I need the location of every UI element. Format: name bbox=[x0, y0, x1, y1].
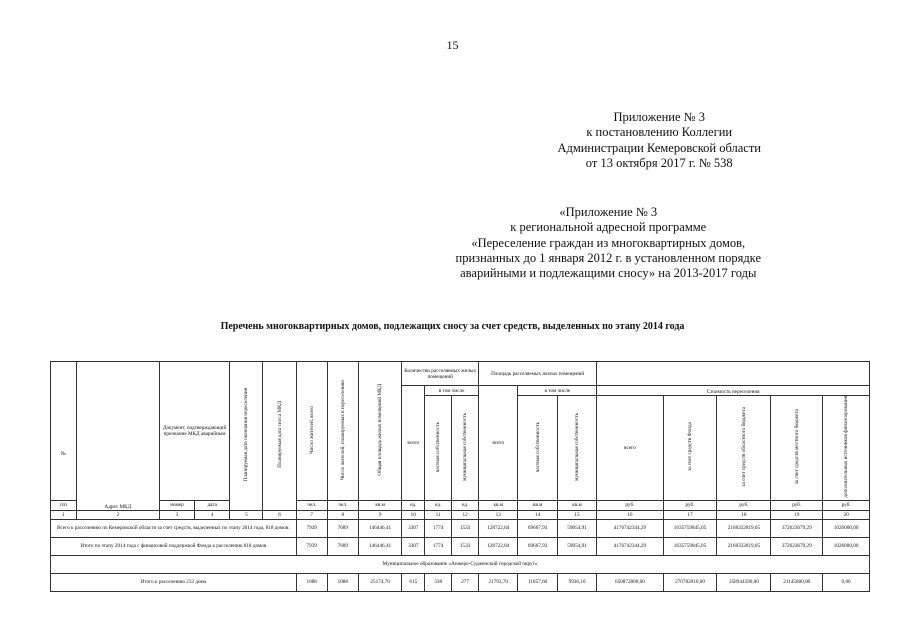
header-total-area bbox=[358, 362, 402, 501]
table-row bbox=[51, 537, 870, 555]
unit-cell: руб. bbox=[823, 500, 870, 510]
cell: 277 bbox=[452, 573, 479, 591]
municipality-row bbox=[51, 555, 870, 573]
col-number: 10 bbox=[402, 510, 425, 519]
cell: 372623679,29 bbox=[771, 519, 823, 537]
cell: 358944390,00 bbox=[717, 573, 771, 591]
cell: 3307 bbox=[402, 519, 425, 537]
header-num bbox=[51, 362, 77, 501]
cell: 11857,60 bbox=[518, 573, 557, 591]
header-premises-including: в том числе bbox=[425, 386, 479, 396]
col-number: 15 bbox=[557, 510, 596, 519]
appendix2-line: к региональной адресной программе bbox=[510, 220, 707, 235]
row-label: Итого к расселению 233 дома bbox=[51, 573, 297, 591]
col-number: 14 bbox=[518, 510, 557, 519]
header-area-municipal-text: муниципальная собственность bbox=[574, 412, 581, 481]
header-address-text: Адрес МКД bbox=[104, 503, 132, 510]
header-premises-count: Количество расселяемых жилых помещений bbox=[402, 362, 479, 386]
header-residents-total bbox=[296, 362, 327, 501]
appendix2-line: «Приложение № 3 bbox=[559, 205, 658, 219]
cell: 1026000,00 bbox=[823, 519, 870, 537]
unit-cell: кв.м bbox=[358, 500, 402, 510]
appendix1-line: к постановлению Коллегии bbox=[586, 125, 733, 140]
header-premises-municipal bbox=[452, 396, 479, 501]
header-total-area-text: Общая площадь жилых помещений МКД bbox=[377, 384, 384, 476]
header-cost-local bbox=[771, 396, 823, 501]
header-area-including: в том числе bbox=[518, 386, 597, 396]
header-premises-total: всего bbox=[402, 386, 425, 501]
cell: 338 bbox=[425, 573, 452, 591]
cell: 3307 bbox=[402, 537, 425, 555]
header-cost-region-text: за счет средств областного бюджета bbox=[740, 407, 747, 487]
table-row bbox=[51, 519, 870, 537]
col-number: 12 bbox=[452, 510, 479, 519]
header-planned-resettle-date-text: Планируемая дата окончания переселения bbox=[243, 388, 250, 482]
col-number: 3 bbox=[159, 510, 194, 519]
header-num-sub: п/п bbox=[51, 500, 77, 510]
header-premises-private bbox=[425, 396, 452, 501]
header-address bbox=[76, 362, 159, 511]
unit-cell: ед. bbox=[425, 500, 452, 510]
cell: 2168332819,05 bbox=[717, 519, 771, 537]
cell: 128722,84 bbox=[479, 537, 518, 555]
col-number: 8 bbox=[327, 510, 358, 519]
appendix1-line: от 13 октября 2017 г. № 538 bbox=[585, 155, 733, 170]
cell: 7939 bbox=[296, 519, 327, 537]
cell: 9936,10 bbox=[557, 573, 596, 591]
appendix2-line: признанных до 1 января 2012 г. в установленном порядке bbox=[455, 250, 761, 265]
col-number: 18 bbox=[717, 510, 771, 519]
header-cost-top bbox=[597, 362, 870, 386]
header-cost-fund bbox=[663, 396, 717, 501]
appendix2-line: аварийными и подлежащими сносу» на 2013-2017 годы bbox=[460, 266, 757, 281]
cell: 372623679,29 bbox=[771, 537, 823, 555]
cell: 21145800,00 bbox=[771, 573, 823, 591]
header-premises-private-text: частная собственность bbox=[435, 421, 442, 472]
cell: 4176742344,29 bbox=[597, 519, 663, 537]
header-cost-total: всего bbox=[597, 396, 663, 501]
header-premises-municipal-text: муниципальная собственность bbox=[462, 412, 469, 481]
header-residents-planned-text: Число жителей, планируемых к переселению bbox=[339, 379, 346, 480]
header-doc-number: номер bbox=[159, 500, 194, 510]
header-cost-local-text: за счет средств местного бюджета bbox=[793, 409, 800, 485]
cell: 1774 bbox=[425, 537, 452, 555]
col-number: 13 bbox=[479, 510, 518, 519]
unit-cell: руб. bbox=[597, 500, 663, 510]
cell: 146446,41 bbox=[358, 519, 402, 537]
header-area-private-text: частная собственность bbox=[534, 421, 541, 472]
cell: 7689 bbox=[327, 537, 358, 555]
unit-cell: кв.м bbox=[479, 500, 518, 510]
cell: 0,00 bbox=[823, 573, 870, 591]
header-num-text: № bbox=[60, 450, 66, 457]
header-document: Документ, подтверждающий признание МКД аварийным bbox=[159, 362, 229, 501]
header-doc-date: дата bbox=[195, 500, 230, 510]
col-number: 1 bbox=[51, 510, 77, 519]
header-cost-fund-text: за счет средств Фонда bbox=[687, 422, 693, 472]
header-planned-demolish-date bbox=[263, 362, 296, 511]
unit-cell: ед. bbox=[452, 500, 479, 510]
row-label: Всего к расселению по Кемеровской области за счет средств, выделенных по этапу 2014 года, 818 домов: bbox=[51, 519, 297, 537]
cell: 128722,84 bbox=[479, 519, 518, 537]
cell: 25174,70 bbox=[358, 573, 402, 591]
cell: 1635759845,05 bbox=[663, 519, 717, 537]
unit-cell: руб. bbox=[717, 500, 771, 510]
cell: 650872800,00 bbox=[597, 573, 663, 591]
unit-cell: руб. bbox=[663, 500, 717, 510]
row-label: Итого по этапу 2014 года с финансовой поддержкой Фонда к расселению 818 домов bbox=[51, 537, 297, 555]
cell: 59054,91 bbox=[557, 537, 596, 555]
header-planned-demolish-date-text: Планируемая дата сноса МКД bbox=[276, 401, 283, 469]
houses-table bbox=[50, 361, 870, 592]
header-area-municipal bbox=[557, 396, 596, 501]
col-number: 16 bbox=[597, 510, 663, 519]
cell: 270782010,00 bbox=[663, 573, 717, 591]
header-cost-region bbox=[717, 396, 771, 501]
col-number: 20 bbox=[823, 510, 870, 519]
col-number: 6 bbox=[263, 510, 296, 519]
col-number: 5 bbox=[230, 510, 263, 519]
page-number: 15 bbox=[446, 38, 459, 52]
unit-cell: чел. bbox=[296, 500, 327, 510]
header-planned-resettle-date bbox=[230, 362, 263, 511]
appendix1-line: Администрации Кемеровской области bbox=[557, 140, 761, 155]
cell: 615 bbox=[402, 573, 425, 591]
cell: 146446,41 bbox=[358, 537, 402, 555]
header-cost-extra-text: дополнительных источников финансирования bbox=[843, 396, 850, 498]
cell: 7689 bbox=[327, 519, 358, 537]
unit-cell: чел. bbox=[327, 500, 358, 510]
cell: 1774 bbox=[425, 519, 452, 537]
cell: 4176742344,29 bbox=[597, 537, 663, 555]
cell: 1635759845,05 bbox=[663, 537, 717, 555]
unit-cell: ед. bbox=[402, 500, 425, 510]
appendix-header-program bbox=[456, 205, 762, 281]
unit-cell: кв.м bbox=[557, 500, 596, 510]
header-residents-planned bbox=[327, 362, 358, 501]
table-row bbox=[51, 573, 870, 591]
municipality-name: Муниципальное образование «Анжеро-Судженский городской округ» bbox=[51, 555, 870, 573]
header-cost-extra bbox=[823, 396, 870, 501]
cell: 1026000,00 bbox=[823, 537, 870, 555]
col-number: 4 bbox=[195, 510, 230, 519]
cell: 2168332819,05 bbox=[717, 537, 771, 555]
header-residents-total-text: Число жителей, всего bbox=[308, 405, 315, 454]
unit-cell: руб. bbox=[771, 500, 823, 510]
appendix2-line: «Переселение граждан из многоквартирных домов, bbox=[471, 235, 746, 250]
appendix1-line: Приложение № 3 bbox=[613, 110, 705, 124]
cell: 1088 bbox=[296, 573, 327, 591]
header-cost: Стоимость переселения bbox=[597, 386, 870, 396]
appendix-header-decree bbox=[557, 110, 761, 171]
col-number: 2 bbox=[76, 510, 159, 519]
header-area-total: всего bbox=[479, 386, 518, 501]
col-number: 17 bbox=[663, 510, 717, 519]
cell: 21793,70 bbox=[479, 573, 518, 591]
col-number: 19 bbox=[771, 510, 823, 519]
cell: 1088 bbox=[327, 573, 358, 591]
cell: 7939 bbox=[296, 537, 327, 555]
unit-cell: кв.м bbox=[518, 500, 557, 510]
col-number: 9 bbox=[358, 510, 402, 519]
col-number: 7 bbox=[296, 510, 327, 519]
cell: 1533 bbox=[452, 519, 479, 537]
col-number: 11 bbox=[425, 510, 452, 519]
cell: 1533 bbox=[452, 537, 479, 555]
header-area-private bbox=[518, 396, 557, 501]
cell: 69667,93 bbox=[518, 537, 557, 555]
header-area-resettled: Площадь расселяемых жилых помещений bbox=[479, 362, 597, 386]
cell: 59054,91 bbox=[557, 519, 596, 537]
cell: 69667,93 bbox=[518, 519, 557, 537]
table-title: Перечень многоквартирных домов, подлежащих сносу за счет средств, выделенных по этапу 2014 года bbox=[220, 321, 685, 332]
